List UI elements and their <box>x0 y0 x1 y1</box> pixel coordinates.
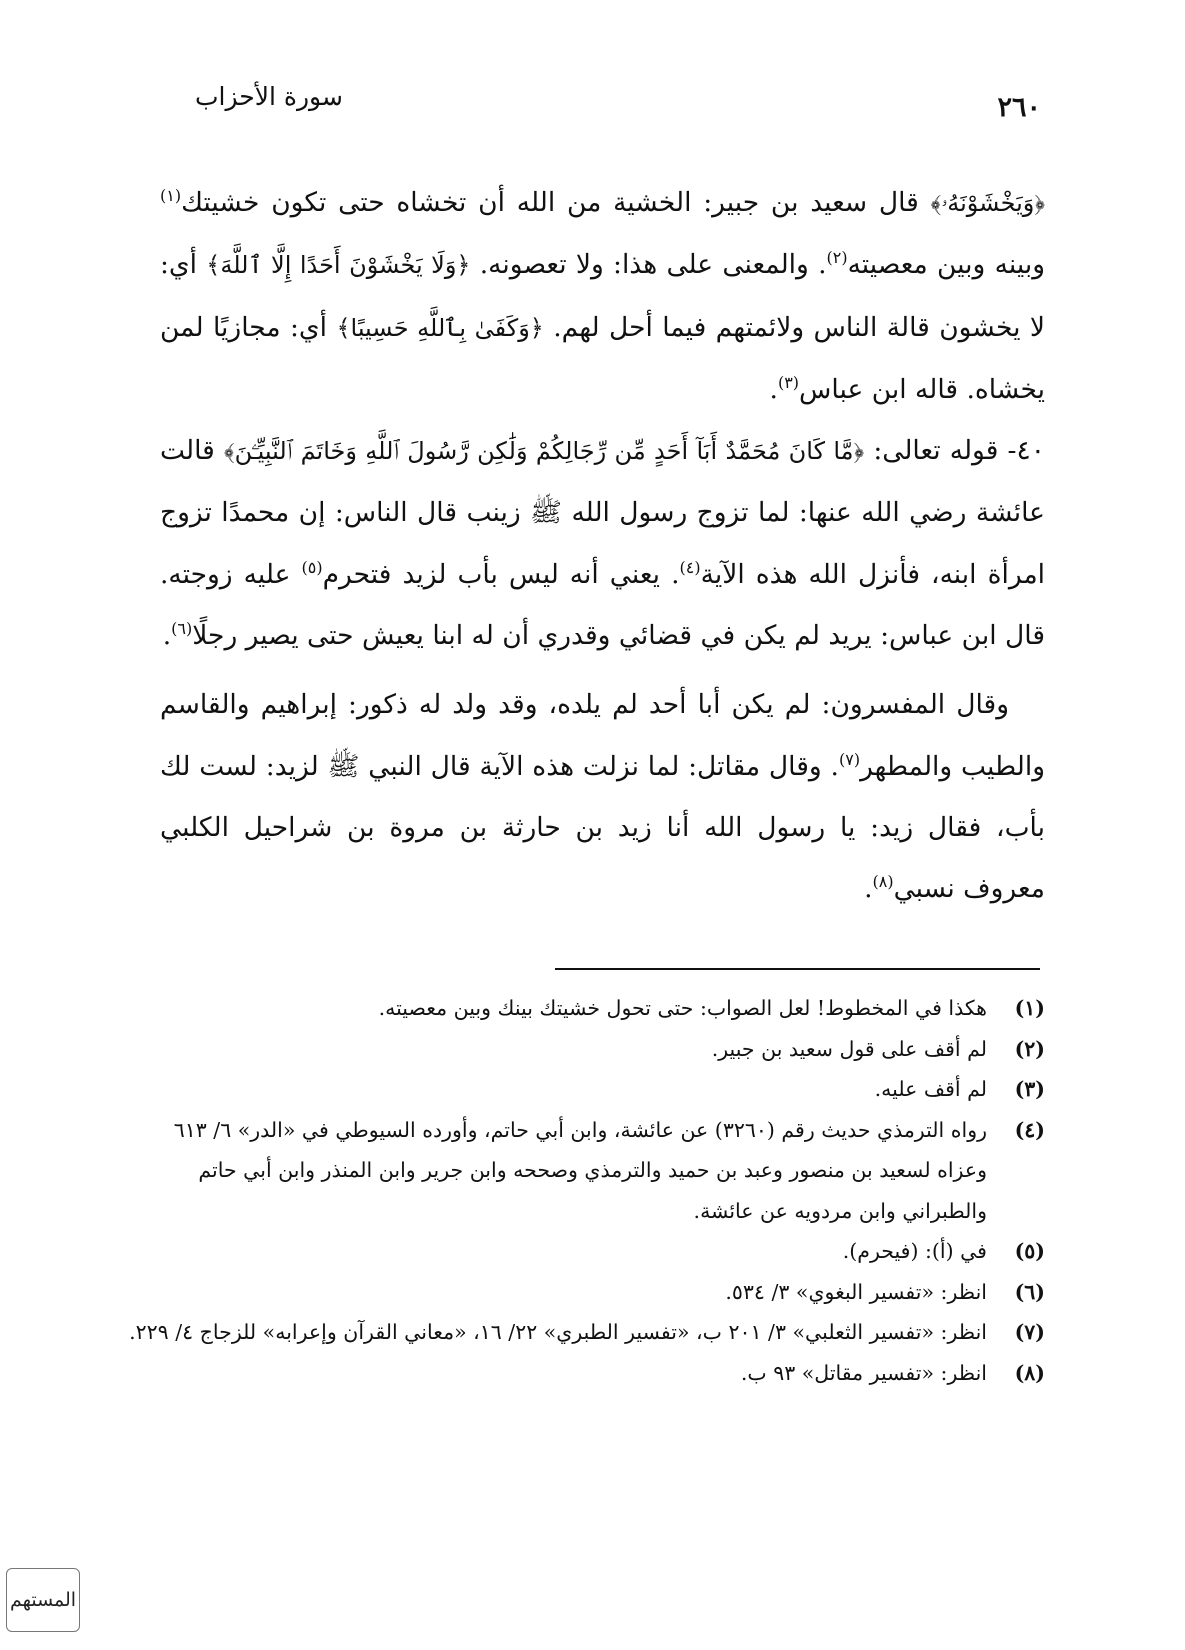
footnote-ref: (٨) <box>872 872 894 892</box>
text-segment: قال سعيد بن جبير: الخشية من الله أن تخشاه حتى تكون خشيتك <box>181 187 931 218</box>
text-segment: وقال المفسرون: لم يكن أبا أحد لم يلده، وقد ولد له ذكور: إبراهيم والقاسم والطيب والمطهر <box>160 689 1045 782</box>
footnote-ref: (٥) <box>301 557 323 577</box>
footnote-item <box>120 1272 1045 1313</box>
footnote-ref: (١) <box>160 186 182 206</box>
page-number: ٢٦٠ <box>997 92 1041 123</box>
footnote-text: انظر: «تفسير البغوي» ٣/ ٥٣٤. <box>725 1279 987 1304</box>
footnote-item <box>120 1029 1045 1070</box>
text-segment: وبينه وبين معصيته <box>847 249 1045 281</box>
paragraph-2 <box>160 420 1045 666</box>
footnote-divider <box>555 968 1040 970</box>
footnote-item <box>120 1069 1045 1110</box>
footnote-number: (٣) <box>1014 1077 1045 1101</box>
text-segment: أي: لا يخشون قالة الناس ولائمتهم فيما أحل لهم. <box>160 249 1046 343</box>
running-head <box>195 78 1041 123</box>
quran-quote: ﴿مَّا كَانَ مُحَمَّدٌ أَبَآ أَحَدٍ مِّن رِّجَالِكُمْ وَلَٰكِن رَّسُولَ ٱللَّهِ وَخَاتَمَ ٱلنَّبِيِّـۧنَ﴾ <box>223 437 865 466</box>
footnote-ref: (٦) <box>171 619 193 639</box>
text-segment: . <box>864 873 873 905</box>
text-segment: قالت عائشة رضي الله عنها: لما تزوج رسول الله ﷺ زينب قال الناس: إن محمدًا تزوج امرأة ابنه، فأنزل الله هذه الآية <box>160 435 1046 590</box>
footnote-item <box>120 1353 1045 1394</box>
text-segment: . والمعنى على هذا: ولا تعصونه. <box>470 249 827 281</box>
watermark-text: المستهم <box>9 1589 77 1611</box>
text-segment: . <box>769 373 778 405</box>
footnotes <box>120 988 1045 1393</box>
footnote-text: انظر: «تفسير مقاتل» ٩٣ ب. <box>740 1360 987 1385</box>
footnote-item <box>120 1231 1045 1272</box>
footnote-text: لم أقف على قول سعيد بن جبير. <box>711 1036 987 1061</box>
footnote-number: (٤) <box>1014 1117 1045 1142</box>
paragraph-3 <box>160 674 1045 919</box>
footnote-number: (٥) <box>1014 1239 1045 1263</box>
text-segment: أي: مجازيًا لمن يخشاه. قاله ابن عباس <box>160 311 1045 405</box>
footnote-text: لم أقف عليه. <box>874 1077 987 1101</box>
footnote-number: (٧) <box>1014 1320 1045 1344</box>
footnote-number: (٨) <box>1014 1360 1045 1385</box>
footnote-text: في (أ): (فيحرم). <box>842 1239 987 1263</box>
footnote-number: (١) <box>1014 996 1045 1020</box>
footnote-item <box>120 1312 1045 1353</box>
footnote-ref: (٣) <box>777 373 800 393</box>
footnote-item <box>120 988 1045 1029</box>
watermark-logo <box>6 1568 80 1632</box>
quran-quote: ﴿وَيَخْشَوْنَهُۥ﴾ <box>930 189 1045 217</box>
paragraph-1 <box>160 172 1045 420</box>
footnote-ref: (٤) <box>679 557 701 577</box>
footnote-text: رواه الترمذي حديث رقم (٣٢٦٠) عن عائشة، وابن أبي حاتم، وأورده السيوطي في «الدر» ٦/ ٦١٣ وعزاه لسعيد بن منصور وعبد بن حميد والترمذي وصححه وابن جرير وابن المنذر وابن أبي حاتم والطبراني وابن مردويه عن عائشة. <box>173 1117 987 1223</box>
footnote-text: انظر: «تفسير الثعلبي» ٣/ ٢٠١ ب، «تفسير الطبري» ٢٢/ ١٦، «معاني القرآن وإعرابه» للزجاج ٤/ ٢٢٩. <box>129 1320 987 1344</box>
text-segment: عليه زوجته. قال ابن عباس: يريد لم يكن في قضائي وقدري أن له ابنا يعيش حتى يصير رجلًا <box>160 558 1045 652</box>
main-text <box>160 172 1045 920</box>
text-segment: . يعني أنه ليس بأب لزيد فتحرم <box>322 558 680 590</box>
verse-heading: ٤٠- قوله تعالى: <box>864 435 1045 467</box>
surah-title: سورة الأحزاب <box>195 82 343 111</box>
footnote-text: هكذا في المخطوط! لعل الصواب: حتى تحول خشيتك بينك وبين معصيته. <box>378 996 987 1020</box>
footnote-ref: (٢) <box>826 248 848 268</box>
footnote-ref: (٧) <box>838 749 861 769</box>
quran-quote: ﴿وَكَفَىٰ بِٱللَّهِ حَسِيبًا﴾ <box>336 313 544 342</box>
text-segment: . <box>162 620 172 652</box>
text-segment: . وقال مقاتل: لما نزلت هذه الآية قال النبي ﷺ لزيد: لست لك بأب، فقال زيد: يا رسول الله أنا زيد بن حارثة بن مروة بن شراحيل الكلبي معروف نسبي <box>160 750 1045 905</box>
footnote-item <box>120 1110 1045 1232</box>
footnote-number: (٢) <box>1014 1036 1045 1061</box>
quran-quote: ﴿وَلَا يَخْشَوْنَ أَحَدًا إِلَّا ٱللَّهَ﴾ <box>206 251 471 280</box>
footnote-number: (٦) <box>1014 1279 1045 1304</box>
